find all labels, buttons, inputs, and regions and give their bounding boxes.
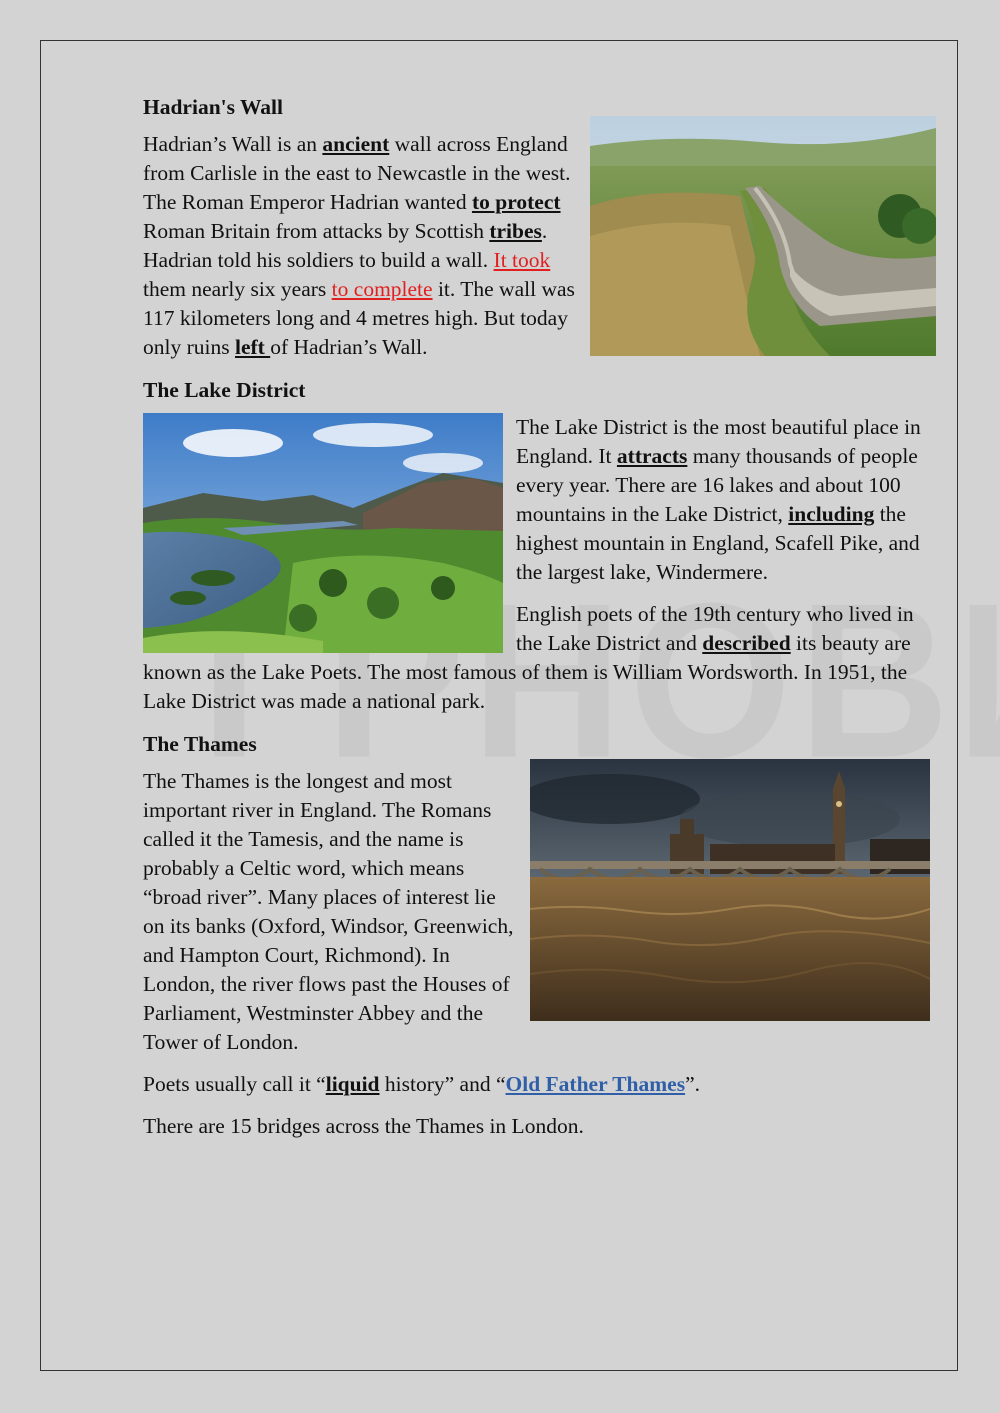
section-title-thames: The Thames xyxy=(143,732,257,756)
keyword-attracts: attracts xyxy=(616,444,688,468)
keyword-liquid: liquid xyxy=(325,1072,380,1096)
document-content xyxy=(143,92,928,1154)
keyword-left: left xyxy=(234,335,271,359)
hadrians-wall-paragraph: Hadrian’s Wall is an ancient wall across England from Carlisle in the east to Newcastle in the west. The Roman Emperor Hadrian wanted to protect Roman Britain from attacks by Scottish tribes. Hadrian told his soldiers to build a wall. It took them nearly six years to complete it. The wall was 117 kilometers long and 4 metres high. But today only ruins left of Hadrian’s Wall. xyxy=(143,132,575,359)
link-old-father-thames: Old Father Thames xyxy=(505,1072,686,1096)
keyword-including: including xyxy=(788,502,875,526)
keyword-described: described xyxy=(702,631,791,655)
keyword-ancient: ancient xyxy=(322,132,390,156)
lake-district-photo xyxy=(143,413,503,653)
hadrians-wall-photo xyxy=(590,116,936,356)
highlight-to-complete: to complete xyxy=(331,277,433,301)
highlight-it-took: It took xyxy=(493,248,551,272)
lake-district-paragraph-2: English poets of the 19th century who lived in the Lake District and described its beauty are known as the Lake Poets. The most famous of them is William Wordsworth. In 1951, the Lake District was made a national park. xyxy=(143,602,914,713)
thames-photo xyxy=(530,759,930,1021)
thames-paragraph-3: There are 15 bridges across the Thames in London. xyxy=(143,1114,584,1138)
lake-district-paragraph-1: The Lake District is the most beautiful place in England. It attracts many thousands of people every year. There are 16 lakes and about 100 mountains in the Lake District, including the highest mountain in England, Scafell Pike, and the largest lake, Windermere. xyxy=(516,415,921,584)
section-title-hadrians-wall: Hadrian's Wall xyxy=(143,95,283,119)
thames-paragraph-2: Poets usually call it “liquid history” and “Old Father Thames”. xyxy=(143,1072,701,1096)
keyword-to-protect: to protect xyxy=(471,190,561,214)
section-title-lake-district: The Lake District xyxy=(143,378,306,402)
thames-paragraph-1: The Thames is the longest and most important river in England. The Romans called it the Tamesis, and the name is probably a Celtic word, which means “broad river”. Many places of interest lie on its banks (Oxford, Windsor, Greenwich, and Hampton Court, Richmond). In London, the river flows past the Houses of Parliament, Westminster Abbey and the Tower of London. xyxy=(143,769,514,1054)
keyword-tribes: tribes xyxy=(489,219,542,243)
